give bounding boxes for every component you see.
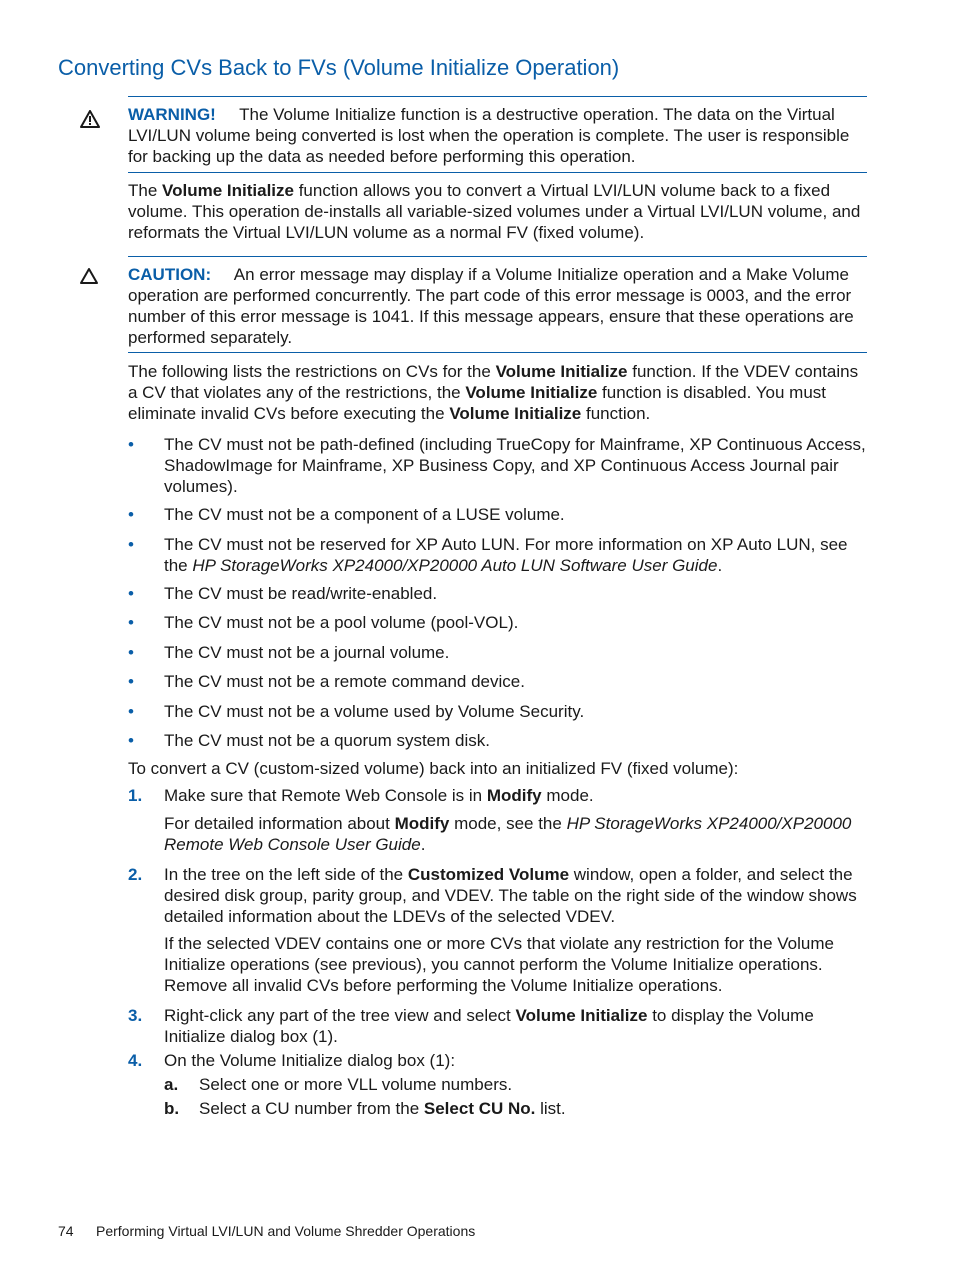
list-item-text: The CV must not be a component of a LUSE volume. [164, 505, 565, 524]
ui-term: Modify [486, 786, 542, 805]
list-item-text: The CV must be read/write-enabled. [164, 584, 438, 603]
substep-number: a. [164, 1075, 179, 1094]
step-text-part: In the tree on the left side of the [164, 865, 404, 884]
substep-text [199, 1098, 868, 1119]
caution-text: An error message may display if a Volume Initialize operation and a Make Volume operation are performed concurrently. The part code of this error message is 0003, and the error number of this error message is 1041. If this message appears, ensure that these operations are performed separately. [128, 265, 854, 347]
divider [128, 256, 867, 257]
step-detail-text: If the selected VDEV contains one or more CVs that violate any restriction for the Volume Initialize operations (see previous), you cannot perform the Volume Initialize operations. Remove all invalid CVs before performing the Volume Initialize operations. [164, 934, 834, 995]
restrictions-text: function. [585, 404, 651, 423]
warning-icon [80, 110, 100, 128]
step-text-part: mode, see the [454, 814, 562, 833]
step-number: 2. [128, 865, 143, 884]
divider [128, 96, 867, 97]
list-item-text: The CV must not be a journal volume. [164, 643, 450, 662]
guide-reference: HP StorageWorks XP24000/XP20000 Remote Web Console User Guide [164, 814, 852, 854]
step-text [164, 864, 868, 927]
step-text [164, 785, 868, 806]
restrictions-bold: Volume Initialize [465, 383, 598, 402]
bullet-icon: • [128, 672, 134, 691]
caution-note [128, 264, 868, 348]
step-text-part: window, open a folder, and select the desired disk group, parity group, and VDEV. The table on the right side of the window shows detailed information about the LDEVs of the selected VDEV. [164, 865, 857, 926]
list-item-text: The CV must not be a volume used by Volume Security. [164, 702, 585, 721]
intro-paragraph [128, 180, 868, 243]
substep-text-part: Select a CU number from the [199, 1099, 420, 1118]
restrictions-bold: Volume Initialize [449, 404, 582, 423]
bullet-icon: • [128, 613, 134, 632]
list-item-text [164, 534, 868, 576]
ui-term: Modify [394, 814, 450, 833]
warning-note [128, 104, 868, 167]
substep-text-part: list. [540, 1099, 566, 1118]
bullet-icon: • [128, 702, 134, 721]
ui-term: Volume Initialize [515, 1006, 648, 1025]
bullet-icon: • [128, 584, 134, 603]
bullet-icon: • [128, 731, 134, 750]
bullet-icon: • [128, 535, 134, 554]
step-number: 3. [128, 1006, 143, 1025]
step-text [164, 1005, 868, 1047]
list-item-text: The CV must not be a remote command device. [164, 672, 525, 691]
step-number: 1. [128, 786, 143, 805]
warning-text: The Volume Initialize function is a destructive operation. The data on the Virtual LVI/LUN volume being converted is lost when the operation is complete. The user is responsible for backing up the data as needed before performing this operation. [128, 105, 850, 166]
step-text-part: mode. [546, 786, 594, 805]
step-text-part: Right-click any part of the tree view and select [164, 1006, 511, 1025]
list-item-text: The CV must not be path-defined (including TrueCopy for Mainframe, XP Continuous Access, ShadowImage for Mainframe, XP Business Copy, and XP Continuous Access Journal pair volumes). [164, 435, 866, 496]
substep-number: b. [164, 1099, 180, 1118]
list-item-text-part: The CV must not be reserved for XP Auto LUN. For more information on XP Auto LUN, see the [164, 535, 848, 575]
footer-text: Performing Virtual LVI/LUN and Volume Shredder Operations [96, 1223, 476, 1239]
caution-icon [79, 267, 99, 285]
step-text-part: Make sure that Remote Web Console is in [164, 786, 483, 805]
list-item-text: The CV must not be a pool volume (pool-VOL). [164, 613, 519, 632]
ui-term: Select CU No. [423, 1099, 536, 1118]
step-detail-text [164, 813, 868, 855]
step-text-part: to display the Volume Initialize dialog box (1). [164, 1006, 814, 1046]
restrictions-text: function is disabled. You must eliminate invalid CVs before executing the [128, 383, 827, 423]
list-item-text-part: . [717, 556, 723, 575]
warning-label: WARNING! [128, 105, 216, 124]
page-title: Converting CVs Back to FVs (Volume Initialize Operation) [58, 55, 620, 80]
bullet-icon: • [128, 643, 134, 662]
substep-text: Select one or more VLL volume numbers. [199, 1075, 513, 1094]
restrictions-text: The following lists the restrictions on CVs for the [128, 362, 491, 381]
list-item-text: The CV must not be a quorum system disk. [164, 731, 490, 750]
page-number: 74 [58, 1223, 74, 1239]
convert-intro: To convert a CV (custom-sized volume) back into an initialized FV (fixed volume): [128, 759, 739, 778]
restrictions-bold: Volume Initialize [495, 362, 628, 381]
step-text: On the Volume Initialize dialog box (1): [164, 1051, 456, 1070]
divider [128, 172, 867, 173]
intro-text: The [128, 181, 158, 200]
ui-term: Customized Volume [407, 865, 570, 884]
caution-label: CAUTION: [128, 265, 212, 284]
intro-text: function allows you to convert a Virtual LVI/LUN volume back to a fixed volume. This operation de-installs all variable-sized volumes under a Virtual LVI/LUN volume, and reformats the Virtual LVI/LUN volume as a normal FV (fixed volume). [128, 181, 861, 242]
step-number: 4. [128, 1051, 143, 1070]
divider [128, 352, 867, 353]
bullet-icon: • [128, 435, 134, 454]
restrictions-text: function. If the VDEV contains a CV that violates any of the restrictions, the [128, 362, 859, 402]
intro-bold: Volume Initialize [162, 181, 294, 200]
step-text-part: . [420, 835, 426, 854]
restrictions-paragraph [128, 361, 868, 424]
guide-reference: HP StorageWorks XP24000/XP20000 Auto LUN Software User Guide [192, 556, 718, 575]
step-text-part: For detailed information about [164, 814, 390, 833]
bullet-icon: • [128, 505, 134, 524]
